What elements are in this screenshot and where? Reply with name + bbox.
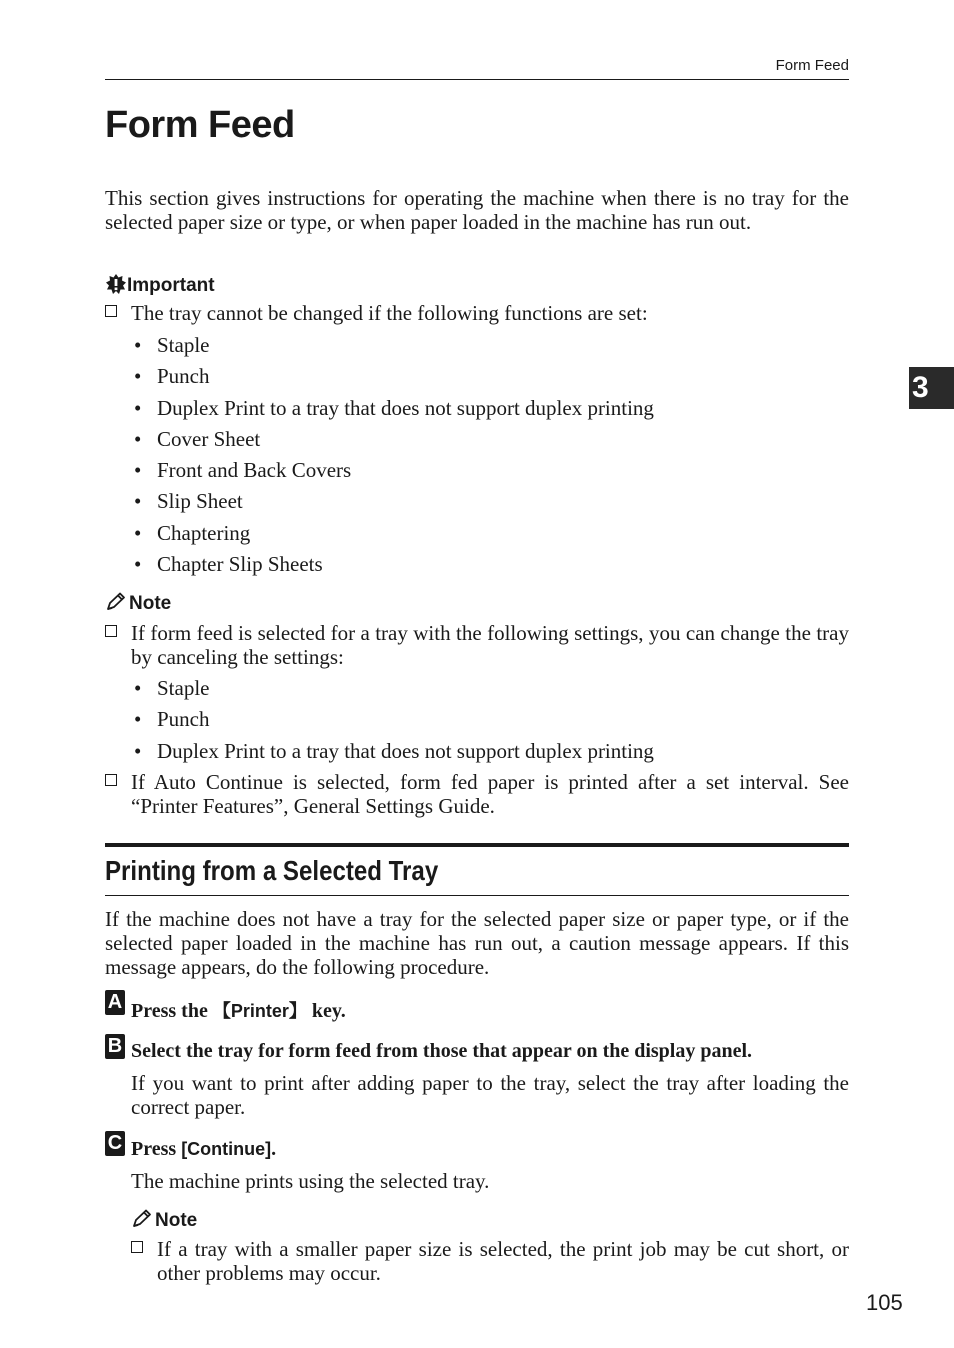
- note-label: Note: [155, 1210, 198, 1231]
- list-item: • Front and Back Covers: [134, 458, 352, 483]
- section-rule-bottom: [105, 895, 849, 896]
- step-1-badge: A: [105, 990, 125, 1015]
- section-intro: If the machine does not have a tray for the selected paper size or paper type, or if the selected paper loaded in the machine has run out, a caution message appears. If this message appears, do the following procedure.: [105, 907, 849, 979]
- note-item-text: If a tray with a smaller paper size is selected, the print job may be cut short, or other problems may occur.: [157, 1237, 849, 1285]
- list-item: • Punch: [134, 707, 210, 732]
- intro-paragraph: This section gives instructions for operating the machine when there is no tray for the selected paper size or type, or when paper loaded in the machine has run out.: [105, 186, 849, 234]
- list-item: • Staple: [134, 676, 210, 700]
- page-number: 105: [866, 1290, 903, 1315]
- note-bullet-list: [131, 676, 654, 770]
- list-item: • Chapter Slip Sheets: [134, 552, 323, 577]
- list-item: • Punch: [134, 364, 210, 389]
- important-item: [105, 301, 849, 325]
- note-item: [105, 621, 849, 669]
- note-heading: [131, 1209, 197, 1232]
- note-heading: [105, 592, 171, 615]
- note-item: [105, 770, 849, 818]
- checkbox-icon: [105, 625, 117, 637]
- important-item-text: The tray cannot be changed if the following functions are set:: [131, 301, 648, 325]
- list-item: • Cover Sheet: [134, 426, 261, 451]
- section-rule-top: [105, 843, 849, 847]
- important-icon: [105, 273, 127, 295]
- pencil-icon: [105, 592, 129, 612]
- list-item: • Duplex Print to a tray that does not support duplex printing: [134, 395, 654, 420]
- important-heading: [105, 273, 215, 297]
- step-3-text: Press [Continue].: [131, 1138, 277, 1160]
- pencil-icon: [131, 1209, 155, 1229]
- step-2-badge: B: [105, 1034, 125, 1059]
- note-label: Note: [129, 593, 172, 614]
- important-bullet-list: [131, 333, 654, 583]
- checkbox-icon: [105, 774, 117, 786]
- page-title: Form Feed: [105, 104, 295, 146]
- checkbox-icon: [131, 1241, 143, 1253]
- list-item: • Chaptering: [134, 520, 251, 545]
- note-item-text: If Auto Continue is selected, form fed paper is printed after a set interval. See “Printer Features”, General Settings Guide.: [131, 770, 849, 818]
- header-rule: [105, 79, 849, 80]
- note-item-text: If form feed is selected for a tray with the following settings, you can change the tray by canceling the settings:: [131, 621, 849, 669]
- note-item: [131, 1237, 849, 1285]
- chapter-tab: 3: [909, 367, 954, 409]
- list-item: • Staple: [134, 333, 210, 357]
- printer-key: 【Printer】: [212, 1001, 307, 1021]
- step-2-detail: If you want to print after adding paper to the tray, select the tray after loading the correct paper.: [131, 1071, 849, 1119]
- step-3-badge: C: [105, 1131, 125, 1156]
- step-1-text: Press the 【Printer】 key.: [131, 1000, 346, 1022]
- section-title: Printing from a Selected Tray: [105, 855, 439, 886]
- list-item: • Duplex Print to a tray that does not support duplex printing: [134, 738, 654, 763]
- checkbox-icon: [105, 305, 117, 317]
- list-item: • Slip Sheet: [134, 489, 243, 514]
- step-3-detail: The machine prints using the selected tray.: [131, 1169, 490, 1193]
- continue-key: [Continue]: [181, 1139, 272, 1159]
- running-head: Form Feed: [775, 57, 849, 74]
- important-label: Important: [127, 275, 215, 296]
- step-2-text: Select the tray for form feed from those that appear on the display panel.: [131, 1040, 753, 1062]
